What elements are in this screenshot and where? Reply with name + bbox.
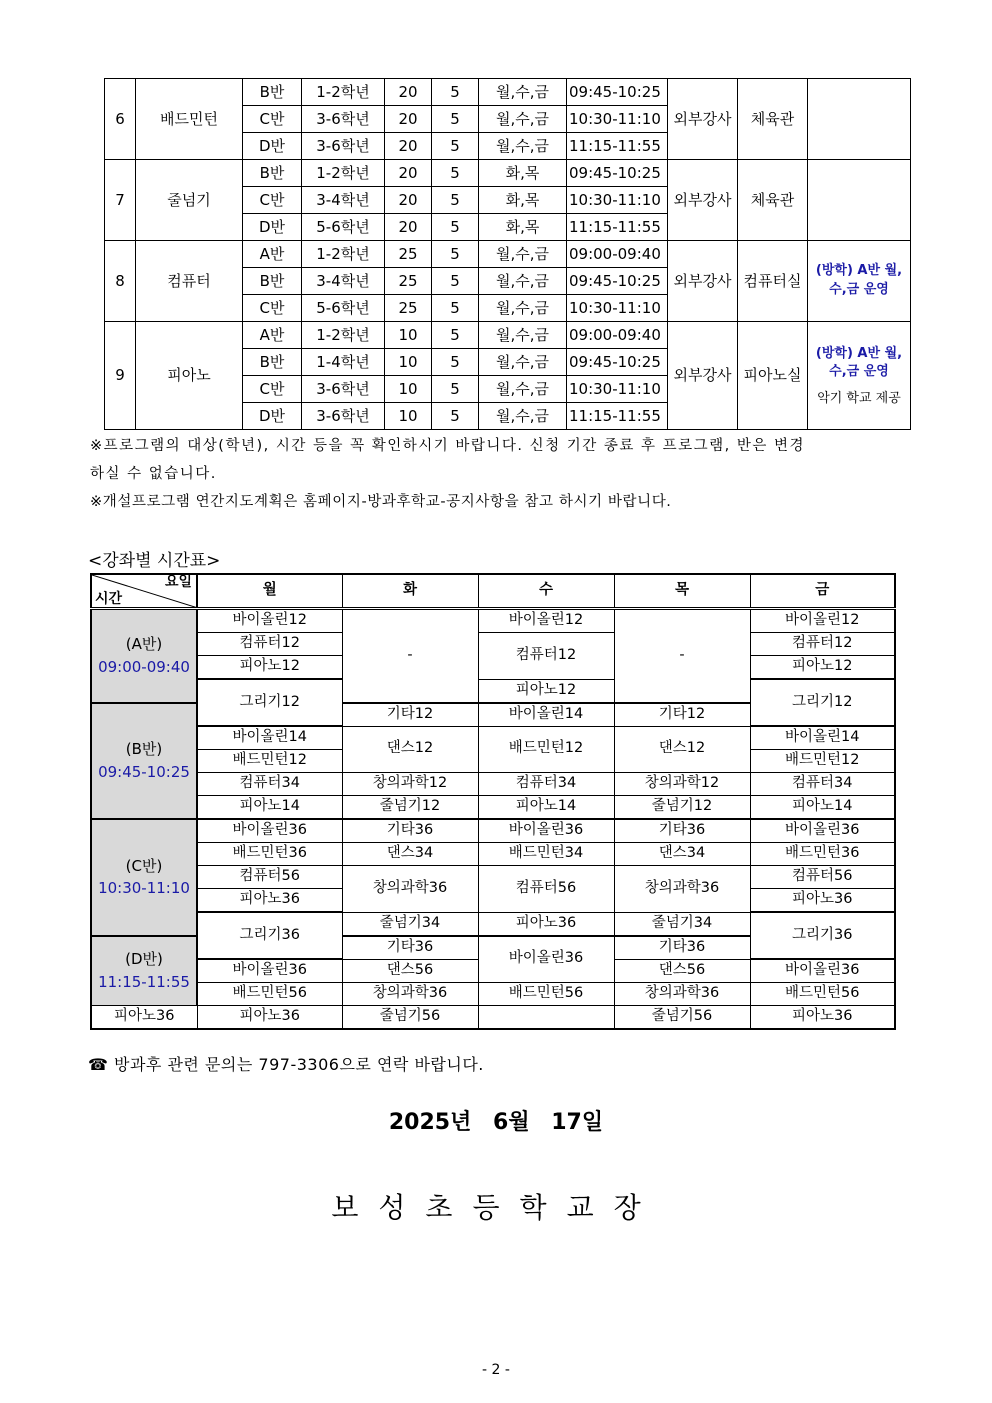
slot-time: 09:45-10:25: [98, 762, 190, 781]
cell: 배드민턴12: [197, 750, 342, 773]
cell: 댄스56: [614, 959, 750, 983]
place: 체육관: [738, 160, 808, 241]
cell: 배드민턴56: [197, 983, 342, 1006]
program-note: [808, 160, 911, 241]
days: 월,수,금: [479, 268, 567, 295]
sessions: 5: [432, 376, 479, 403]
cell: 창의과학36: [342, 866, 478, 913]
time: 11:15-11:55: [567, 214, 668, 241]
cell: 바이올린36: [197, 959, 342, 983]
cell: 피아노14: [750, 796, 895, 820]
sessions: 5: [432, 349, 479, 376]
cell: 컴퓨터12: [197, 633, 342, 656]
grade: 3-4학년: [302, 268, 385, 295]
grade: 5-6학년: [302, 214, 385, 241]
program-name: 컴퓨터: [136, 241, 243, 322]
class-name: B반: [243, 268, 302, 295]
grade: 1-2학년: [302, 322, 385, 349]
grade: 1-4학년: [302, 349, 385, 376]
program-note: [808, 79, 911, 160]
cell: 기타12: [614, 703, 750, 727]
cell: 기타36: [342, 819, 478, 843]
cell: 컴퓨터56: [750, 866, 895, 889]
program-number: 8: [105, 241, 136, 322]
cell: 줄넘기12: [614, 796, 750, 820]
class-name: C반: [243, 106, 302, 133]
days: 화,목: [479, 160, 567, 187]
program-name: 배드민턴: [136, 79, 243, 160]
cell: 바이올린14: [478, 703, 614, 727]
cell: 댄스34: [614, 843, 750, 866]
grade: 1-2학년: [302, 241, 385, 268]
cell: 창의과학36: [342, 983, 478, 1006]
cell: 바이올린36: [197, 819, 342, 843]
grade: 1-2학년: [302, 79, 385, 106]
cell: 바이올린36: [478, 936, 614, 983]
days: 화,목: [479, 214, 567, 241]
cell: 피아노36: [91, 1006, 197, 1030]
program-number: 6: [105, 79, 136, 160]
program-row: [105, 79, 911, 106]
cell: 바이올린12: [750, 609, 895, 633]
slot-c: [91, 819, 197, 936]
capacity: 10: [385, 403, 432, 430]
cell: 바이올린14: [750, 726, 895, 750]
sessions: 5: [432, 160, 479, 187]
day-header-tue: 화: [342, 574, 478, 609]
cell: 바이올린36: [750, 819, 895, 843]
cell: 배드민턴36: [750, 843, 895, 866]
time: 11:15-11:55: [567, 133, 668, 160]
slot-label: (C반): [125, 856, 163, 875]
cell: 바이올린14: [197, 726, 342, 750]
cell: 줄넘기34: [342, 912, 478, 936]
cell: 피아노36: [478, 912, 614, 936]
grade: 3-6학년: [302, 106, 385, 133]
cell: 그리기36: [197, 912, 342, 959]
capacity: 20: [385, 106, 432, 133]
slot-d: [91, 936, 197, 1006]
day-header-mon: 월: [197, 574, 342, 609]
vacation-note: (방학) A반 월,수,금 운영: [815, 345, 903, 380]
cell: 줄넘기12: [342, 796, 478, 820]
instructor: 외부강사: [668, 79, 738, 160]
time: 10:30-11:10: [567, 187, 668, 214]
cell: 배드민턴12: [750, 750, 895, 773]
class-name: C반: [243, 376, 302, 403]
cell: 피아노14: [478, 796, 614, 820]
cell: 컴퓨터56: [478, 866, 614, 913]
cell: 줄넘기56: [614, 1006, 750, 1030]
program-row: [105, 241, 911, 268]
days: 월,수,금: [479, 403, 567, 430]
program-number: 7: [105, 160, 136, 241]
cell: 피아노14: [197, 796, 342, 820]
program-name: 줄넘기: [136, 160, 243, 241]
sessions: 5: [432, 79, 479, 106]
cell: 피아노36: [750, 889, 895, 913]
sessions: 5: [432, 403, 479, 430]
time: 10:30-11:10: [567, 295, 668, 322]
cell: 창의과학36: [614, 866, 750, 913]
cell: 배드민턴56: [478, 983, 614, 1006]
cell: 기타12: [342, 703, 478, 727]
grade: 3-6학년: [302, 133, 385, 160]
sessions: 5: [432, 187, 479, 214]
sessions: 5: [432, 295, 479, 322]
page-number: - 2 -: [482, 1362, 510, 1378]
cell: 댄스12: [614, 726, 750, 773]
days: 월,수,금: [479, 295, 567, 322]
capacity: 20: [385, 187, 432, 214]
days: 월,수,금: [479, 376, 567, 403]
day-header-wed: 수: [478, 574, 614, 609]
grade: 3-4학년: [302, 187, 385, 214]
days: 월,수,금: [479, 322, 567, 349]
day-header-fri: 금: [750, 574, 895, 609]
capacity: 25: [385, 295, 432, 322]
cell: 그리기12: [750, 679, 895, 726]
cell: 배드민턴36: [197, 843, 342, 866]
slot-time: 09:00-09:40: [98, 657, 190, 676]
class-name: D반: [243, 403, 302, 430]
place: 컴퓨터실: [738, 241, 808, 322]
program-row: [105, 160, 911, 187]
sessions: 5: [432, 322, 479, 349]
cell: 배드민턴34: [478, 843, 614, 866]
cell: 피아노36: [750, 1006, 895, 1030]
class-name: C반: [243, 295, 302, 322]
slot-label: (B반): [125, 740, 163, 759]
time: 10:30-11:10: [567, 106, 668, 133]
cell: 창의과학12: [342, 773, 478, 796]
days: 월,수,금: [479, 133, 567, 160]
program-table: [104, 78, 911, 430]
cell: 컴퓨터56: [197, 866, 342, 889]
cell: 댄스34: [342, 843, 478, 866]
place: 체육관: [738, 79, 808, 160]
cell: 피아노36: [197, 1006, 342, 1030]
class-name: A반: [243, 241, 302, 268]
cell: 피아노12: [478, 679, 614, 703]
capacity: 10: [385, 376, 432, 403]
sessions: 5: [432, 268, 479, 295]
cell: 바이올린12: [197, 609, 342, 633]
slot-b: [91, 703, 197, 820]
cell: 댄스12: [342, 726, 478, 773]
capacity: 20: [385, 160, 432, 187]
cell: 댄스56: [342, 959, 478, 983]
sessions: 5: [432, 241, 479, 268]
slot-label: (A반): [125, 635, 163, 654]
cell: 바이올린36: [750, 959, 895, 983]
timetable: [90, 573, 896, 1030]
capacity: 20: [385, 79, 432, 106]
time: 09:45-10:25: [567, 349, 668, 376]
vacation-note: (방학) A반 월,수,금 운영: [815, 263, 903, 297]
slot-time: 11:15-11:55: [98, 972, 190, 991]
principal-signature: 보성초등학교장: [331, 1191, 661, 1224]
cell: 줄넘기34: [614, 912, 750, 936]
time: 11:15-11:55: [567, 403, 668, 430]
days: 화,목: [479, 187, 567, 214]
timetable-corner: [91, 574, 197, 609]
place: 피아노실: [738, 322, 808, 430]
instrument-note: 악기 학교 제공: [817, 391, 901, 407]
days: 월,수,금: [479, 241, 567, 268]
capacity: 20: [385, 133, 432, 160]
program-note: [808, 241, 911, 322]
contact-notice: ☎ 방과후 관련 문의는 797-3306으로 연락 바랍니다.: [88, 1055, 484, 1074]
class-name: D반: [243, 133, 302, 160]
notice-2: ※개설프로그램 연간지도계획은 홈페이지-방과후학교-공지사항을 참고 하시기 바랍니다.: [90, 494, 672, 510]
notice-1a: ※프로그램의 대상(학년), 시간 등을 꼭 확인하시기 바랍니다. 신청 기간 종료 후 프로그램, 반은 변경: [90, 438, 805, 454]
instructor: 외부강사: [668, 241, 738, 322]
capacity: 25: [385, 268, 432, 295]
days: 월,수,금: [479, 106, 567, 133]
cell: 창의과학36: [614, 983, 750, 1006]
instructor: 외부강사: [668, 160, 738, 241]
class-name: D반: [243, 214, 302, 241]
cell: 기타36: [614, 936, 750, 960]
class-name: B반: [243, 79, 302, 106]
capacity: 25: [385, 241, 432, 268]
cell-empty: -: [614, 609, 750, 703]
corner-time-label: 시간: [95, 590, 123, 607]
program-row: [105, 322, 911, 349]
grade: 1-2학년: [302, 160, 385, 187]
class-name: A반: [243, 322, 302, 349]
class-name: B반: [243, 349, 302, 376]
time: 09:45-10:25: [567, 268, 668, 295]
capacity: 20: [385, 214, 432, 241]
day-header-thu: 목: [614, 574, 750, 609]
program-note: [808, 322, 911, 430]
sessions: 5: [432, 133, 479, 160]
cell: 배드민턴12: [478, 726, 614, 773]
corner-day-label: 요일: [164, 574, 192, 590]
days: 월,수,금: [479, 349, 567, 376]
issue-date: 2025년 6월 17일: [388, 1110, 604, 1135]
cell: 그리기12: [197, 679, 342, 726]
sessions: 5: [432, 214, 479, 241]
sessions: 5: [432, 106, 479, 133]
slot-label: (D반): [125, 950, 163, 969]
cell: 기타36: [614, 819, 750, 843]
cell: 바이올린36: [478, 819, 614, 843]
timetable-title: <강좌별 시간표>: [88, 551, 221, 571]
capacity: 10: [385, 349, 432, 376]
grade: 3-6학년: [302, 376, 385, 403]
slot-time: 10:30-11:10: [98, 879, 190, 898]
slot-a: [91, 609, 197, 703]
time: 09:45-10:25: [567, 79, 668, 106]
cell: 창의과학12: [614, 773, 750, 796]
time: 09:00-09:40: [567, 241, 668, 268]
cell: 피아노12: [750, 656, 895, 680]
program-name: 피아노: [136, 322, 243, 430]
cell: 컴퓨터12: [478, 633, 614, 680]
cell: 피아노36: [197, 889, 342, 913]
cell: 배드민턴56: [750, 983, 895, 1006]
time: 10:30-11:10: [567, 376, 668, 403]
grade: 5-6학년: [302, 295, 385, 322]
cell: 그리기36: [750, 912, 895, 959]
cell: 줄넘기56: [342, 1006, 478, 1030]
instructor: 외부강사: [668, 322, 738, 430]
program-number: 9: [105, 322, 136, 430]
time: 09:45-10:25: [567, 160, 668, 187]
cell: 컴퓨터34: [478, 773, 614, 796]
class-name: B반: [243, 160, 302, 187]
cell-empty: -: [342, 609, 478, 703]
cell: 바이올린12: [478, 609, 614, 633]
time: 09:00-09:40: [567, 322, 668, 349]
cell: 기타36: [342, 936, 478, 960]
cell: 컴퓨터34: [750, 773, 895, 796]
cell: 컴퓨터34: [197, 773, 342, 796]
grade: 3-6학년: [302, 403, 385, 430]
notice-1b: 하실 수 없습니다.: [90, 466, 217, 482]
capacity: 10: [385, 322, 432, 349]
cell: 컴퓨터12: [750, 633, 895, 656]
class-name: C반: [243, 187, 302, 214]
days: 월,수,금: [479, 79, 567, 106]
cell: 피아노12: [197, 656, 342, 680]
